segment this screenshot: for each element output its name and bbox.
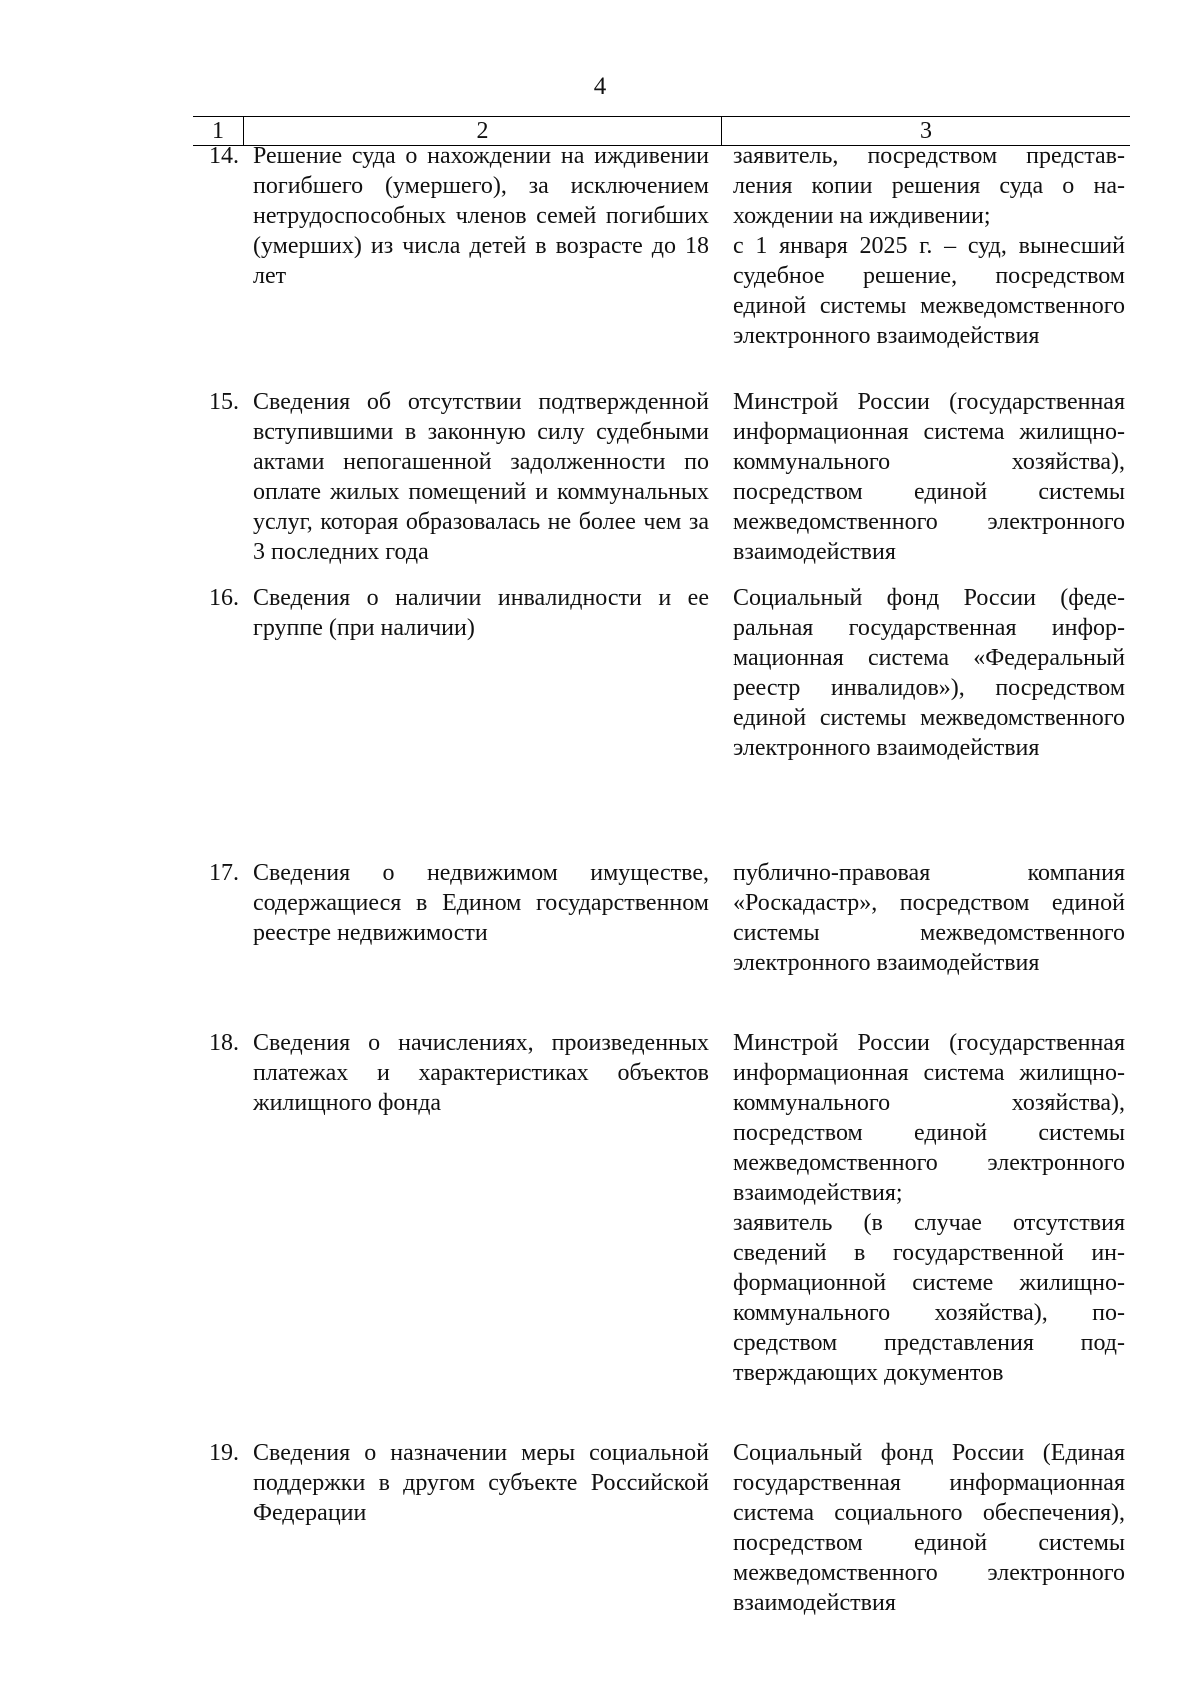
header-col-2: 2 <box>243 117 721 145</box>
document-source <box>733 858 1125 978</box>
source-paragraph: Минстрой России (государственная информационная система жилищно-коммунального хозяйства), посредством единой системы межведомственного электронного взаимодействия <box>733 389 1125 565</box>
source-paragraph: с 1 января 2025 г. – суд, вынесший судебное решение, посредством единой системы межведомственного электронного взаимодействия <box>733 233 1125 349</box>
page-number: 4 <box>593 73 607 100</box>
document-description: Сведения о недвижимом имуществе, содержащиеся в Едином государственном реестре недвижимости <box>253 860 709 946</box>
documents-table <box>193 116 1130 1616</box>
source-paragraph: Социальный фонд России (Единая государственная информационная система социального обеспечения), посредством единой системы межведомственного электронного взаимодействия <box>733 1440 1125 1616</box>
source-paragraph: Социальный фонд России (федеральная государственная информационная система «Федеральный реестр инвалидов»), посредством единой системы межведомственного электронного взаимодействия <box>733 585 1125 761</box>
header-col-3: 3 <box>721 117 1130 145</box>
document-source <box>733 141 1125 351</box>
document-source <box>733 1438 1125 1618</box>
source-paragraph: Минстрой России (государственная информационная система жилищно-коммунального хозяйства), посредством единой системы межведомственного электронного взаимодействия; <box>733 1030 1125 1206</box>
document-description: Сведения о наличии инвалидности и ее группе (при наличии) <box>253 585 709 641</box>
row-number: 18. <box>209 1030 239 1056</box>
row-number: 14. <box>209 143 239 169</box>
source-paragraph: публично-правовая компания «Роскадастр», посредством единой системы межведомственного электронного взаимодействия <box>733 860 1125 976</box>
source-paragraph: заявитель (в случае отсутствия сведений в государственной информационной системе жилищно-коммунального хозяйства), посредством представления подтверждающих документов <box>733 1210 1125 1386</box>
source-paragraph: заявитель, посредством представления копии решения суда о нахождении на иждивении; <box>733 143 1125 229</box>
row-number: 19. <box>209 1440 239 1466</box>
document-description: Сведения о начислениях, произведенных платежах и характеристиках объектов жилищного фонда <box>253 1030 709 1116</box>
row-number: 15. <box>209 389 239 415</box>
document-source <box>733 387 1125 567</box>
row-number: 16. <box>209 585 239 611</box>
document-description: Сведения об отсутствии подтвержденной вступившими в законную силу судебными актами непогашенной задолженности по оплате жилых помещений и коммунальных услуг, которая образовалась не более чем за 3 последних года <box>253 389 709 565</box>
document-description: Сведения о назначении меры социальной поддержки в другом субъекте Российской Федерации <box>253 1440 709 1526</box>
document-source <box>733 1028 1125 1388</box>
row-number: 17. <box>209 860 239 886</box>
document-description: Решение суда о нахождении на иждивении погибшего (умершего), за исключением нетрудоспособных членов семей погибших (умерших) из числа детей в возрасте до 18 лет <box>253 143 709 289</box>
header-col-1: 1 <box>212 118 224 144</box>
document-source <box>733 583 1125 763</box>
